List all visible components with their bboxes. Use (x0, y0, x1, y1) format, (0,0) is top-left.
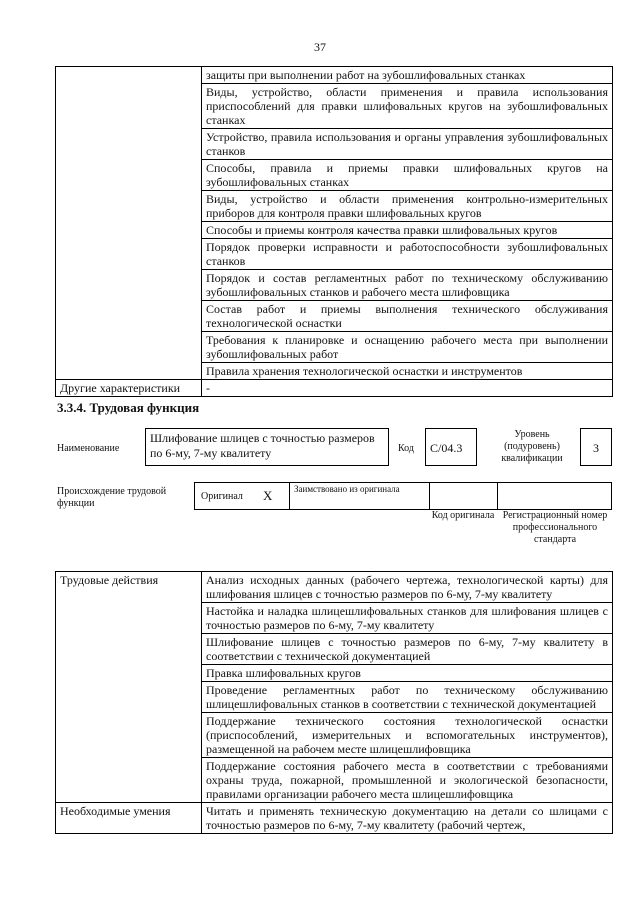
borrowed-label: Заимствовано из оригинала (294, 484, 400, 494)
actions-label: Трудовые действия (56, 572, 202, 803)
table-cell: Способы и приемы контроля качества правки шлифовальных кругов (202, 222, 613, 239)
table-cell: Способы, правила и приемы правки шлифовальных кругов на зубошлифовальных станках (202, 160, 613, 191)
code-caption: Код оригинала (431, 510, 495, 521)
skills-label: Необходимые умения (56, 803, 202, 834)
table-cell: Порядок и состав регламентных работ по техническому обслуживанию зубошлифовальных станков и рабочего места шлифовщика (202, 270, 613, 301)
table-cell: Виды, устройство и области применения контрольно-измерительных приборов для контроля правки шлифовальных кругов (202, 191, 613, 222)
knowledge-table (55, 66, 613, 397)
divider (497, 482, 498, 510)
origin-box (194, 482, 612, 510)
original-mark: X (263, 488, 273, 503)
table-cell: Правила хранения технологической оснастки и инструментов (202, 363, 613, 380)
section-heading: 3.3.4. Трудовая функция (57, 400, 200, 415)
function-code-box: C/04.3 (425, 428, 477, 466)
table-cell: Читать и применять техническую документацию на детали со шлицами с точностью размеров по 6-му, 7-му квалитету (рабочий чертеж, (202, 803, 613, 834)
code-label: Код (398, 443, 414, 454)
reg-number-caption: Регистрационный номер профессионального стандарта (502, 510, 608, 545)
table-cell: Состав работ и приемы выполнения технического обслуживания технологической оснастки (202, 301, 613, 332)
original-label: Оригинал (201, 491, 243, 502)
table-cell: Виды, устройство, области применения и правила использования приспособлений для правки шлифовальных кругов на зубошлифовальных станках (202, 84, 613, 129)
table-row (56, 572, 613, 603)
function-name-box: Шлифование шлицев с точностью размеров по 6-му, 7-му квалитету (145, 428, 389, 466)
table-cell: защиты при выполнении работ на зубошлифовальных станках (202, 67, 613, 84)
empty-label-cell (56, 67, 202, 380)
divider (289, 482, 290, 510)
table-cell: Настойка и наладка шлицешлифовальных станков для шлифования шлицев с точностью размеров по 6-му, 7-му квалитету (202, 603, 613, 634)
table-row (56, 380, 613, 397)
table-row (56, 67, 613, 84)
name-label: Наименование (57, 443, 120, 454)
level-value-box: 3 (580, 428, 612, 466)
table-cell: Поддержание технического состояния технологической оснастки (приспособлений, измерительных и вспомогательных инструментов), размещенной на рабочем месте шлицешлифовщика (202, 713, 613, 758)
table-cell: Требования к планировке и оснащению рабочего места при выполнении зубошлифовальных работ (202, 332, 613, 363)
other-characteristics-value: - (202, 380, 613, 397)
table-cell: Правка шлифовальных кругов (202, 665, 613, 682)
table-cell: Шлифование шлицев с точностью размеров по 6-му, 7-му квалитету в соответствии с технической документацией (202, 634, 613, 665)
table-cell: Поддержание состояния рабочего места в соответствии с требованиями охраны труда, пожарной, промышленной и экологической безопасности, правилами организации рабочего места шлицешлифовщика (202, 758, 613, 803)
table-cell: Порядок проверки исправности и работоспособности зубошлифовальных станков (202, 239, 613, 270)
other-characteristics-label: Другие характеристики (56, 380, 202, 397)
table-cell: Проведение регламентных работ по техническому обслуживанию шлицешлифовальных станков в соответствии с технической документацией (202, 682, 613, 713)
table-cell: Анализ исходных данных (рабочего чертежа, технологической карты) для шлифования шлицев с точностью размеров по 6-му, 7-му квалитету (202, 572, 613, 603)
table-cell: Устройство, правила использования и органы управления зубошлифовальных станков (202, 129, 613, 160)
table-row (56, 803, 613, 834)
labor-actions-table (55, 571, 613, 834)
origin-label: Происхождение трудовой функции (57, 486, 167, 509)
level-label: Уровень (подуровень) квалификации (501, 429, 563, 464)
divider (429, 482, 430, 510)
page-number: 37 (314, 40, 326, 54)
